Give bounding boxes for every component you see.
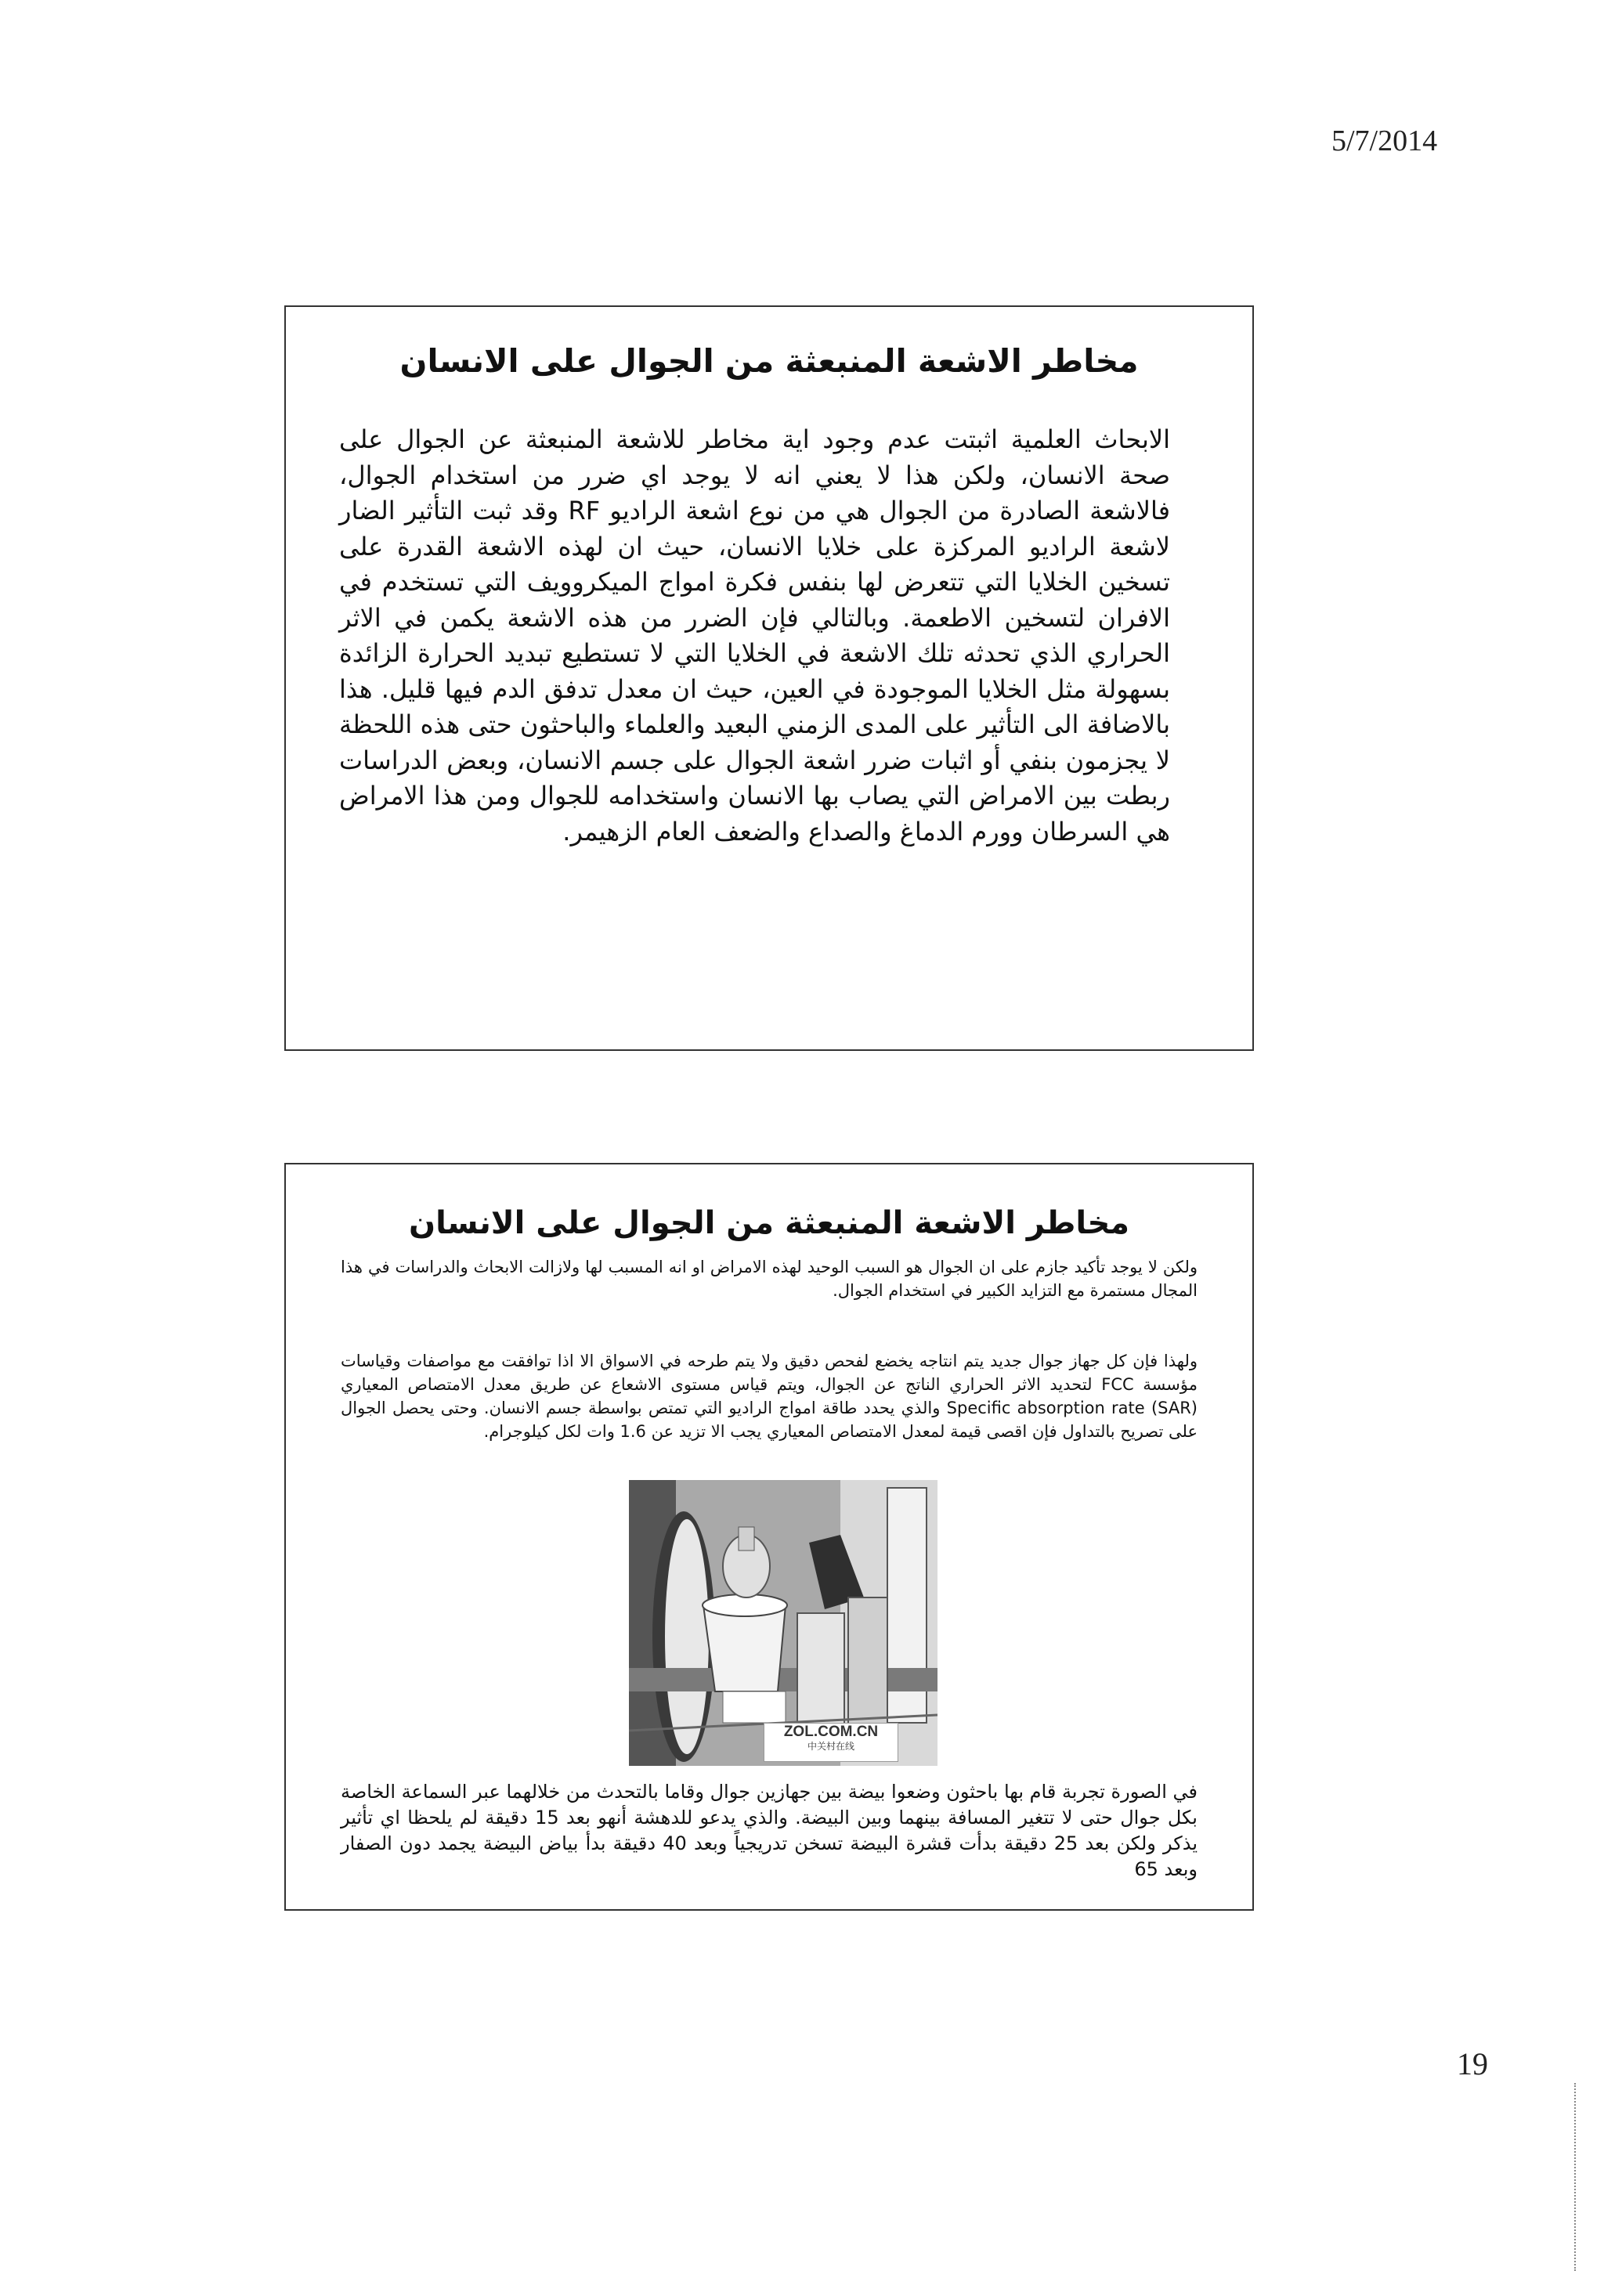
scan-margin-mark [1574, 2083, 1579, 2271]
slide-2-paragraph-3: في الصورة تجربة قام بها باحثون وضعوا بيضة بين جهازين جوال وقاما بالتحدث من خلالهما عبر السماعة الخاصة بكل جوال حتى لا تتغير المسافة بينهما وبين البيضة. والذي يدعو للدهشة أنهو بعد 15 دقيقة لم يلحظا اي تأثير يذكر ولكن بعد 25 دقيقة بدأت قشرة البيضة تسخن تدريجياً وبعد 40 دقيقة بدأ بياض البيضة يجمد دون الصفار وبعد 65 [341, 1781, 1198, 1880]
slide-1-body-text: الابحاث العلمية اثبتت عدم وجود اية مخاطر للاشعة المنبعثة عن الجوال على صحة الانسان، ولكن هذا لا يعني انه لا يوجد اي ضرر من استخدام الجوال، فالاشعة الصادرة من الجوال هي من نوع اشعة الراديو RF وقد ثبت التأثير الضار لاشعة الراديو المركزة على خلايا الانسان، حيث ان لهذه الاشعة القدرة على تسخين الخلايا التي تتعرض لها بنفس فكرة امواج الميكروويف التي تستخدم في الافران لتسخين الاطعمة. وبالتالي فإن الضرر من هذه الاشعة يكمن في الاثر الحراري الذي تحدثه تلك الاشعة في الخلايا التي لا تستطيع تبديد الحرارة الزائدة بسهولة مثل الخلايا الموجودة في العين، حيث ان معدل تدفق الدم فيها قليل. هذا بالاضافة الى التأثير على المدى الزمني البعيد والعلماء والباحثون حتى هذه اللحظة لا يجزمون بنفي أو اثبات ضرر اشعة الجوال على جسم الانسان، وبعض الدراسات ربطت بين الامراض التي يصاب بها الانسان واستخدامه للجوال ومن هذا الامراض هي السرطان وورم الدماغ والصداع والضعف العام الزهيمر. [339, 424, 1171, 847]
slide-1 [284, 305, 1254, 1051]
photo-watermark [764, 1723, 898, 1762]
watermark-text: ZOL.COM.CN [783, 1724, 879, 1740]
watermark-subtext: 中关村在线 [807, 1741, 854, 1752]
egg-experiment-photo [629, 1480, 937, 1766]
slide-2 [284, 1163, 1254, 1911]
page-date: 5/7/2014 [1331, 125, 1438, 157]
slide-2-title: مخاطر الاشعة المنبعثة من الجوال على الانسان [408, 1205, 1130, 1241]
slide-1-title: مخاطر الاشعة المنبعثة من الجوال على الانسان [399, 342, 1139, 380]
slide-2-paragraph-1: ولكن لا يوجد تأكيد جازم على ان الجوال هو السبب الوحيد لهذه الامراض او انه المسبب لها ولازالت الابحاث والدراسات في هذا المجال مستمرة مع التزايد الكبير في استخدام الجوال. [341, 1258, 1198, 1300]
slide-2-paragraph-2: ولهذا فإن كل جهاز جوال جديد يتم انتاجه يخضع لفحص دقيق ولا يتم طرحه في الاسواق الا اذا توافقت مع مواصفات وقياسات مؤسسة FCC لتحديد الاثر الحراري الناتج عن الجوال، ويتم قياس مستوى الاشعاع عن طريق معدل الامتصاص المعياري Specific absorption rate (SAR) والذي يحدد طاقة امواج الراديو التي تمتص بواسطة جسم الانسان. وحتى يحصل الجوال على تصريح بالتداول فإن اقصى قيمة لمعدل الامتصاص المعياري يجب الا تزيد عن 1.6 وات لكل كيلوجرام. [341, 1352, 1198, 1441]
page-number: 19 [1457, 2046, 1488, 2081]
